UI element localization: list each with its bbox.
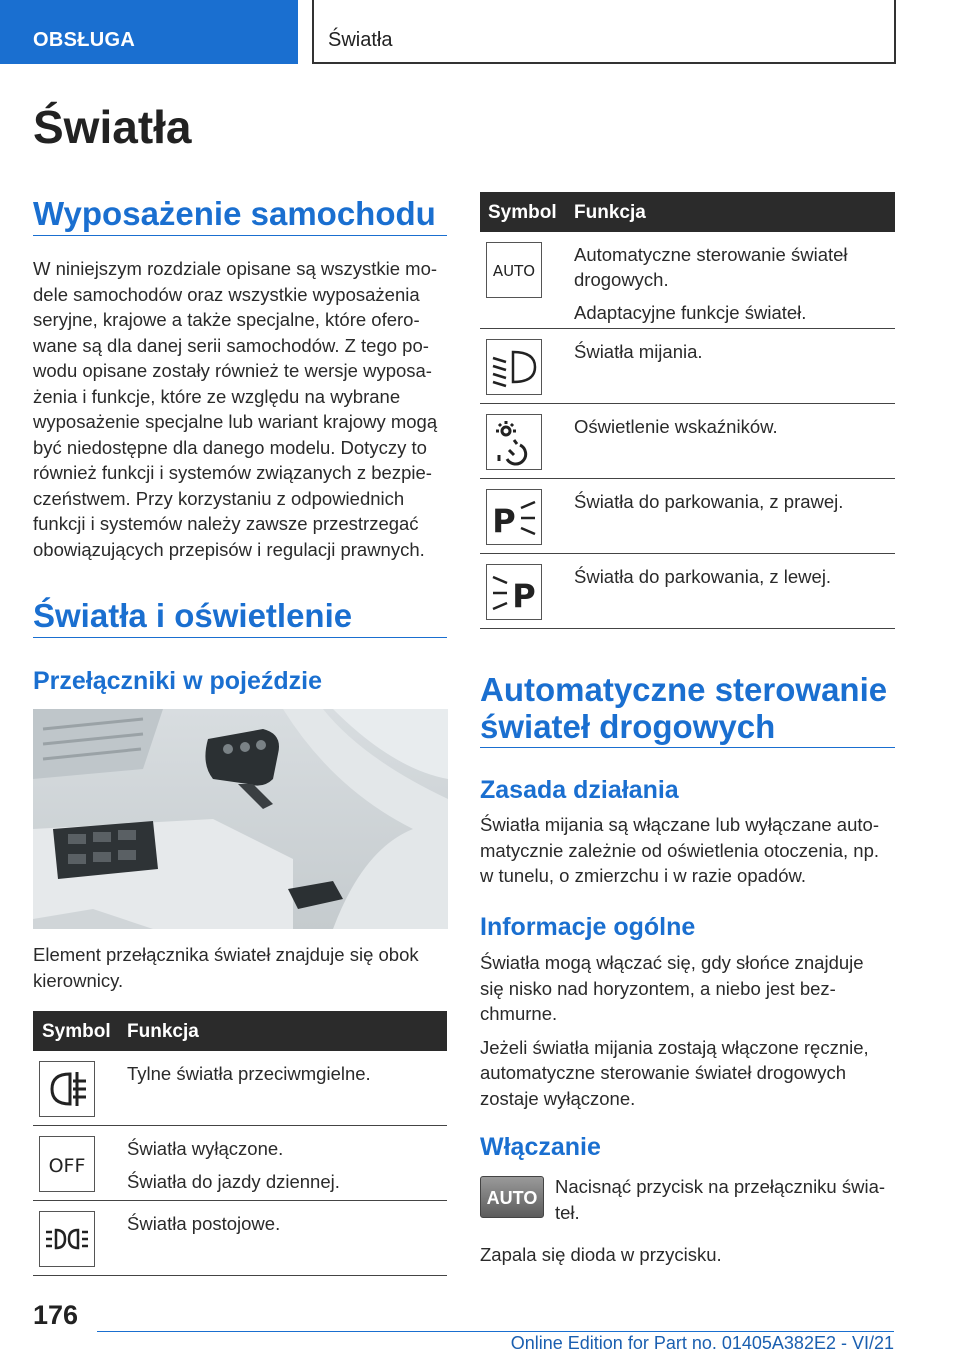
svg-text:P: P — [492, 502, 516, 540]
svg-text:P: P — [512, 577, 536, 615]
auto-button[interactable]: AUTO — [480, 1176, 544, 1218]
chapter-label: Światła — [328, 29, 393, 51]
function-text: Oświetlenie wskaźników. — [574, 416, 778, 437]
low-beam-icon — [486, 339, 542, 395]
heading-switches: Przełączniki w pojeździe — [33, 667, 322, 695]
switch-on-text: Nacisnąć przycisk na przełączniku świa- teł. — [555, 1176, 886, 1223]
col-function: Funkcja — [574, 202, 646, 223]
switch-photo — [33, 709, 448, 929]
function-text: Światła do parkowania, z lewej. — [574, 566, 832, 587]
chapter-header — [312, 0, 896, 64]
parking-light-right-icon — [486, 489, 542, 545]
function-text: Światła do parkowania, z prawej. — [574, 491, 844, 512]
function-text: Światła mijania. — [574, 341, 703, 362]
table-header — [33, 1011, 447, 1051]
function-text: Tylne światła przeciwmgielne. — [127, 1063, 371, 1084]
table-row — [480, 554, 895, 629]
heading-principle: Zasada działania — [480, 776, 679, 804]
col-function: Funkcja — [127, 1021, 199, 1042]
heading-switch-on: Włączanie — [480, 1133, 601, 1161]
rear-fog-light-icon — [39, 1061, 95, 1117]
footer-rule — [97, 1331, 894, 1332]
parking-lights-icon — [39, 1211, 95, 1267]
heading-lights: Światła i oświetlenie — [33, 597, 353, 634]
instrument-lighting-icon — [486, 414, 542, 470]
photo-caption: Element przełącznika świateł znajduje się obok kierownicy. — [33, 944, 419, 991]
rule — [33, 235, 447, 236]
heading-auto-lights: Automatyczne sterowanie świateł drogowych — [480, 671, 888, 745]
page-title: Światła — [33, 101, 192, 153]
table-row — [480, 479, 895, 554]
heading-equipment: Wyposażenie samochodu — [33, 195, 436, 232]
function-text: Światła do jazdy dziennej. — [127, 1171, 340, 1192]
rule — [480, 747, 895, 748]
svg-text:AUTO: AUTO — [492, 262, 536, 280]
function-text: Światła postojowe. — [127, 1213, 281, 1234]
auto-icon — [486, 242, 542, 298]
col-symbol: Symbol — [42, 1021, 111, 1042]
table-row — [480, 329, 895, 404]
equipment-paragraph: W niniejszym rozdziale opisane są wszystkie mo- dele samochodów oraz wszystkie wyposażenia seryjne, krajowe a także specjalne, które ofero- wane są dla danej serii samochodów. Z tego po- wodu opisane zostały również te wersje wyposa- żenia i funkcje, które ze względu na wybrane wyposażenie specjalne lub wariant krajowy mogą być niedostępne dla danego modelu. Dotyczy to również funkcji i systemów związanych z bezpie- czeństwem. Przy korzystaniu z odpowiednich funkcji i systemów należy zawsze przestrzegać obowiązujących przepisów i regulacji prawnych. — [33, 258, 438, 560]
table-row — [480, 404, 895, 479]
table-row — [33, 1051, 447, 1126]
svg-text:OFF: OFF — [48, 1155, 86, 1177]
rule — [33, 637, 447, 638]
off-icon — [39, 1136, 95, 1192]
edition-footer: Online Edition for Part no. 01405A382E2 - VI/21 — [510, 1333, 894, 1353]
table-row — [480, 232, 895, 329]
page-number: 176 — [33, 1300, 79, 1330]
function-text: Adaptacyjne funkcje świateł. — [574, 302, 807, 323]
principle-paragraph: Światła mijania są włączane lub wyłączane auto- matycznie zależnie od oświetlenia otoczenia, np. w tunelu, o zmierzchu i w razie opadów. — [480, 814, 880, 886]
heading-general: Informacje ogólne — [480, 913, 696, 941]
col-symbol: Symbol — [488, 202, 557, 223]
section-tab[interactable] — [0, 0, 298, 64]
table-row — [33, 1126, 447, 1201]
table-row — [33, 1201, 447, 1276]
general-paragraph: Światła mogą włączać się, gdy słońce znajduje się nisko nad horyzontem, a niebo jest bez- chmurne. Jeżeli światła mijania zostają włączone ręcznie, automatyczne sterowanie świateł drogowych zostaje wyłączone. — [480, 952, 869, 1109]
switch-on-after: Zapala się dioda w przycisku. — [480, 1244, 722, 1265]
function-text: Automatyczne sterowanie świateł drogowych. — [574, 244, 848, 290]
symbol-table-right — [480, 192, 895, 629]
section-label: OBSŁUGA — [33, 29, 136, 51]
table-header — [480, 192, 895, 232]
symbol-table-left — [33, 1011, 447, 1276]
function-text: Światła wyłączone. — [127, 1138, 284, 1159]
parking-light-left-icon — [486, 564, 542, 620]
